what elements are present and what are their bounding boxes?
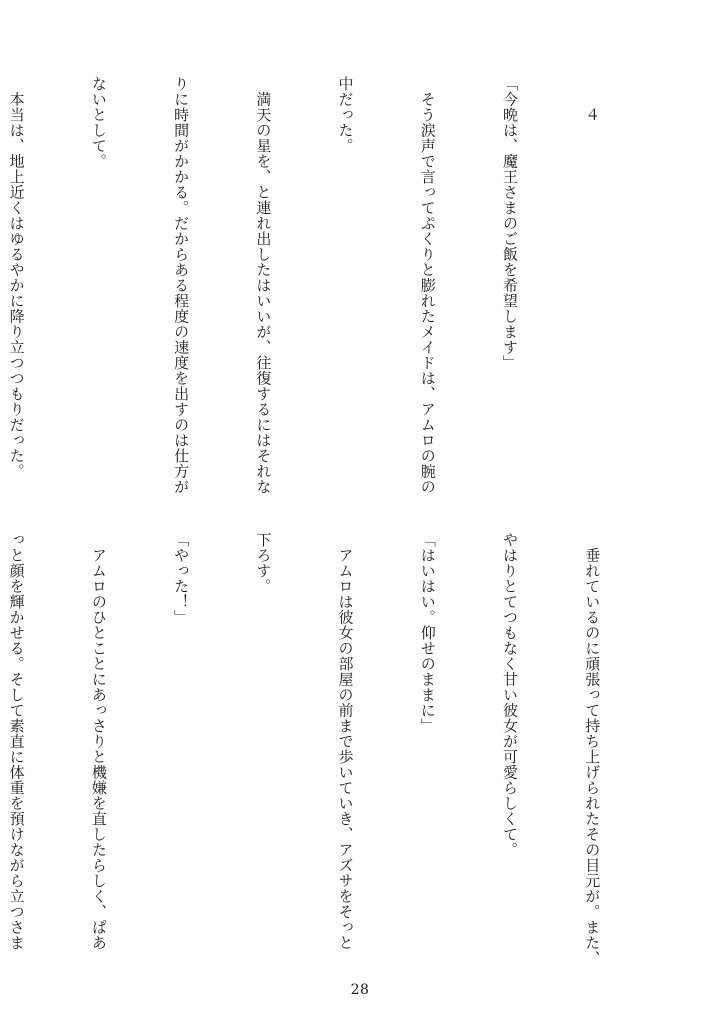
text-line: っと顔を輝かせる。そして素直に体重を預けながら立つさま: [7, 532, 26, 951]
text-line: 「はいはい。仰せのままに」: [418, 532, 437, 734]
page-number: 28: [350, 982, 370, 998]
text-line: 下ろす。: [254, 532, 273, 594]
lower-text-block: [0, 532, 660, 966]
text-line: ４: [583, 76, 602, 123]
text-line: りに時間がかかる。だからある程度の速度を出すのは仕方が: [172, 76, 191, 495]
text-line: アムロのひとことにあっさりと機嫌を直したらしく、ぱあ: [89, 532, 108, 951]
text-line: そう涙声で言ってぷくりと膨れたメイドは、アムロの腕の: [418, 76, 437, 495]
text-line: 満天の星を、と連れ出したはいいが、往復するにはそれな: [254, 76, 273, 495]
upper-text-block: [0, 76, 660, 495]
text-line: 本当は、地上近くはゆるやかに降り立つつもりだった。: [7, 76, 26, 479]
text-line: 「やった！」: [172, 532, 191, 625]
text-line: 「今晩は、魔王さまのご飯を希望します」: [500, 76, 519, 371]
text-line: やはりとてつもなく甘い彼女が可愛らしくて。: [500, 532, 519, 858]
text-line: 垂れているのに頑張って持ち上げられたその目元が。また、: [583, 532, 602, 966]
text-line: ないとして。: [89, 76, 108, 169]
text-line: アムロは彼女の部屋の前まで歩いていき、アズサをそっと: [336, 532, 355, 951]
text-line: 中だった。: [336, 76, 355, 154]
